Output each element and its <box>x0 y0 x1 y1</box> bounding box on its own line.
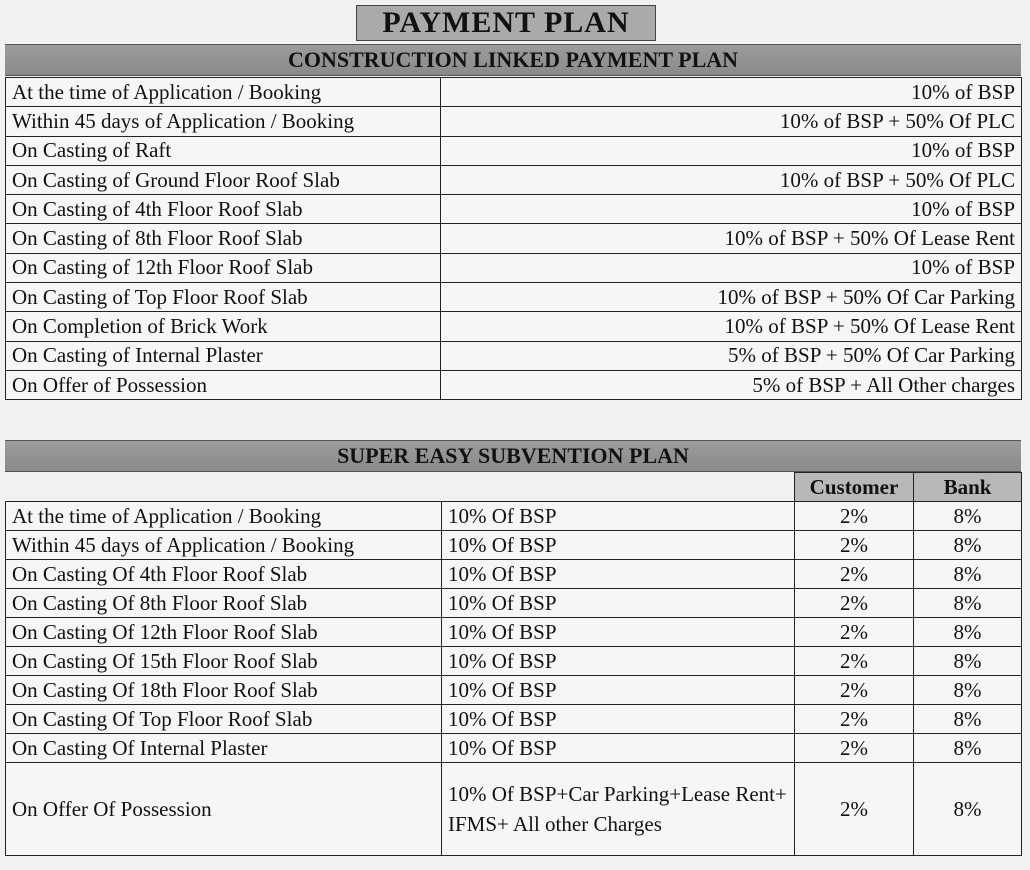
table-row <box>6 195 1022 224</box>
table-row <box>6 560 1022 589</box>
amount-cell: 10% of BSP <box>441 253 1022 282</box>
stage-cell: On Casting of 8th Floor Roof Slab <box>6 224 441 253</box>
amount-cell: 10% Of BSP <box>442 531 795 560</box>
stage-cell: On Casting of Internal Plaster <box>6 341 441 370</box>
amount-cell: 10% Of BSP <box>442 618 795 647</box>
stage-cell: Within 45 days of Application / Booking <box>6 107 441 136</box>
subvention-plan-table <box>5 472 1022 856</box>
stage-cell: On Casting Of 18th Floor Roof Slab <box>6 676 442 705</box>
stage-cell: On Offer of Possession <box>6 370 441 399</box>
page-title: PAYMENT PLAN <box>356 5 656 41</box>
amount-cell: 10% of BSP <box>441 195 1022 224</box>
bank-cell: 8% <box>914 531 1022 560</box>
amount-cell: 10% Of BSP <box>442 502 795 531</box>
table-header-row <box>6 473 1022 502</box>
bank-cell: 8% <box>914 589 1022 618</box>
customer-cell: 2% <box>795 531 914 560</box>
stage-cell: On Casting of Top Floor Roof Slab <box>6 283 441 312</box>
customer-cell: 2% <box>795 589 914 618</box>
table-row <box>6 647 1022 676</box>
table-row <box>6 283 1022 312</box>
table-row <box>6 502 1022 531</box>
table-row <box>6 253 1022 282</box>
bank-cell: 8% <box>914 502 1022 531</box>
bank-cell: 8% <box>914 618 1022 647</box>
bank-cell: 8% <box>914 734 1022 763</box>
amount-cell: 10% Of BSP <box>442 647 795 676</box>
stage-cell: On Casting of 4th Floor Roof Slab <box>6 195 441 224</box>
table-row <box>6 734 1022 763</box>
stage-cell: On Casting of 12th Floor Roof Slab <box>6 253 441 282</box>
table-row <box>6 676 1022 705</box>
stage-cell: On Completion of Brick Work <box>6 312 441 341</box>
amount-cell: 10% Of BSP+Car Parking+Lease Rent+ IFMS+ All other Charges <box>442 763 795 856</box>
table-row <box>6 312 1022 341</box>
stage-cell: At the time of Application / Booking <box>6 502 442 531</box>
table-row <box>6 107 1022 136</box>
stage-cell: On Casting Of 12th Floor Roof Slab <box>6 618 442 647</box>
construction-plan-heading: CONSTRUCTION LINKED PAYMENT PLAN <box>5 44 1021 76</box>
stage-cell: On Casting Of Internal Plaster <box>6 734 442 763</box>
table-row <box>6 165 1022 194</box>
table-row <box>6 136 1022 165</box>
amount-cell: 10% Of BSP <box>442 589 795 618</box>
table-row <box>6 341 1022 370</box>
table-row <box>6 618 1022 647</box>
subvention-plan-heading: SUPER EASY SUBVENTION PLAN <box>5 440 1021 472</box>
stage-cell: At the time of Application / Booking <box>6 78 441 107</box>
stage-cell: On Casting Of 4th Floor Roof Slab <box>6 560 442 589</box>
stage-cell: On Casting of Raft <box>6 136 441 165</box>
table-row <box>6 370 1022 399</box>
amount-cell: 10% Of BSP <box>442 676 795 705</box>
amount-cell: 10% of BSP + 50% Of Lease Rent <box>441 312 1022 341</box>
customer-column-header: Customer <box>795 473 914 502</box>
bank-cell: 8% <box>914 560 1022 589</box>
bank-cell: 8% <box>914 705 1022 734</box>
customer-cell: 2% <box>795 618 914 647</box>
customer-cell: 2% <box>795 560 914 589</box>
amount-cell: 10% of BSP <box>441 136 1022 165</box>
customer-cell: 2% <box>795 705 914 734</box>
amount-cell: 10% of BSP + 50% Of PLC <box>441 107 1022 136</box>
table-row <box>6 531 1022 560</box>
construction-plan-table <box>5 77 1022 400</box>
table-row <box>6 78 1022 107</box>
table-row <box>6 763 1022 856</box>
amount-cell: 10% Of BSP <box>442 705 795 734</box>
amount-cell: 5% of BSP + All Other charges <box>441 370 1022 399</box>
stage-cell: On Casting of Ground Floor Roof Slab <box>6 165 441 194</box>
stage-cell: On Offer Of Possession <box>6 763 442 856</box>
stage-cell: Within 45 days of Application / Booking <box>6 531 442 560</box>
customer-cell: 2% <box>795 763 914 856</box>
table-row <box>6 589 1022 618</box>
amount-cell: 10% Of BSP <box>442 560 795 589</box>
amount-cell: 10% Of BSP <box>442 734 795 763</box>
customer-cell: 2% <box>795 676 914 705</box>
stage-cell: On Casting Of 8th Floor Roof Slab <box>6 589 442 618</box>
amount-cell: 10% of BSP + 50% Of Car Parking <box>441 283 1022 312</box>
bank-cell: 8% <box>914 763 1022 856</box>
customer-cell: 2% <box>795 647 914 676</box>
table-row <box>6 224 1022 253</box>
bank-column-header: Bank <box>914 473 1022 502</box>
amount-cell: 10% of BSP + 50% Of PLC <box>441 165 1022 194</box>
bank-cell: 8% <box>914 647 1022 676</box>
amount-cell: 5% of BSP + 50% Of Car Parking <box>441 341 1022 370</box>
amount-cell: 10% of BSP + 50% Of Lease Rent <box>441 224 1022 253</box>
bank-cell: 8% <box>914 676 1022 705</box>
table-row <box>6 705 1022 734</box>
customer-cell: 2% <box>795 502 914 531</box>
amount-cell: 10% of BSP <box>441 78 1022 107</box>
customer-cell: 2% <box>795 734 914 763</box>
stage-cell: On Casting Of 15th Floor Roof Slab <box>6 647 442 676</box>
stage-cell: On Casting Of Top Floor Roof Slab <box>6 705 442 734</box>
